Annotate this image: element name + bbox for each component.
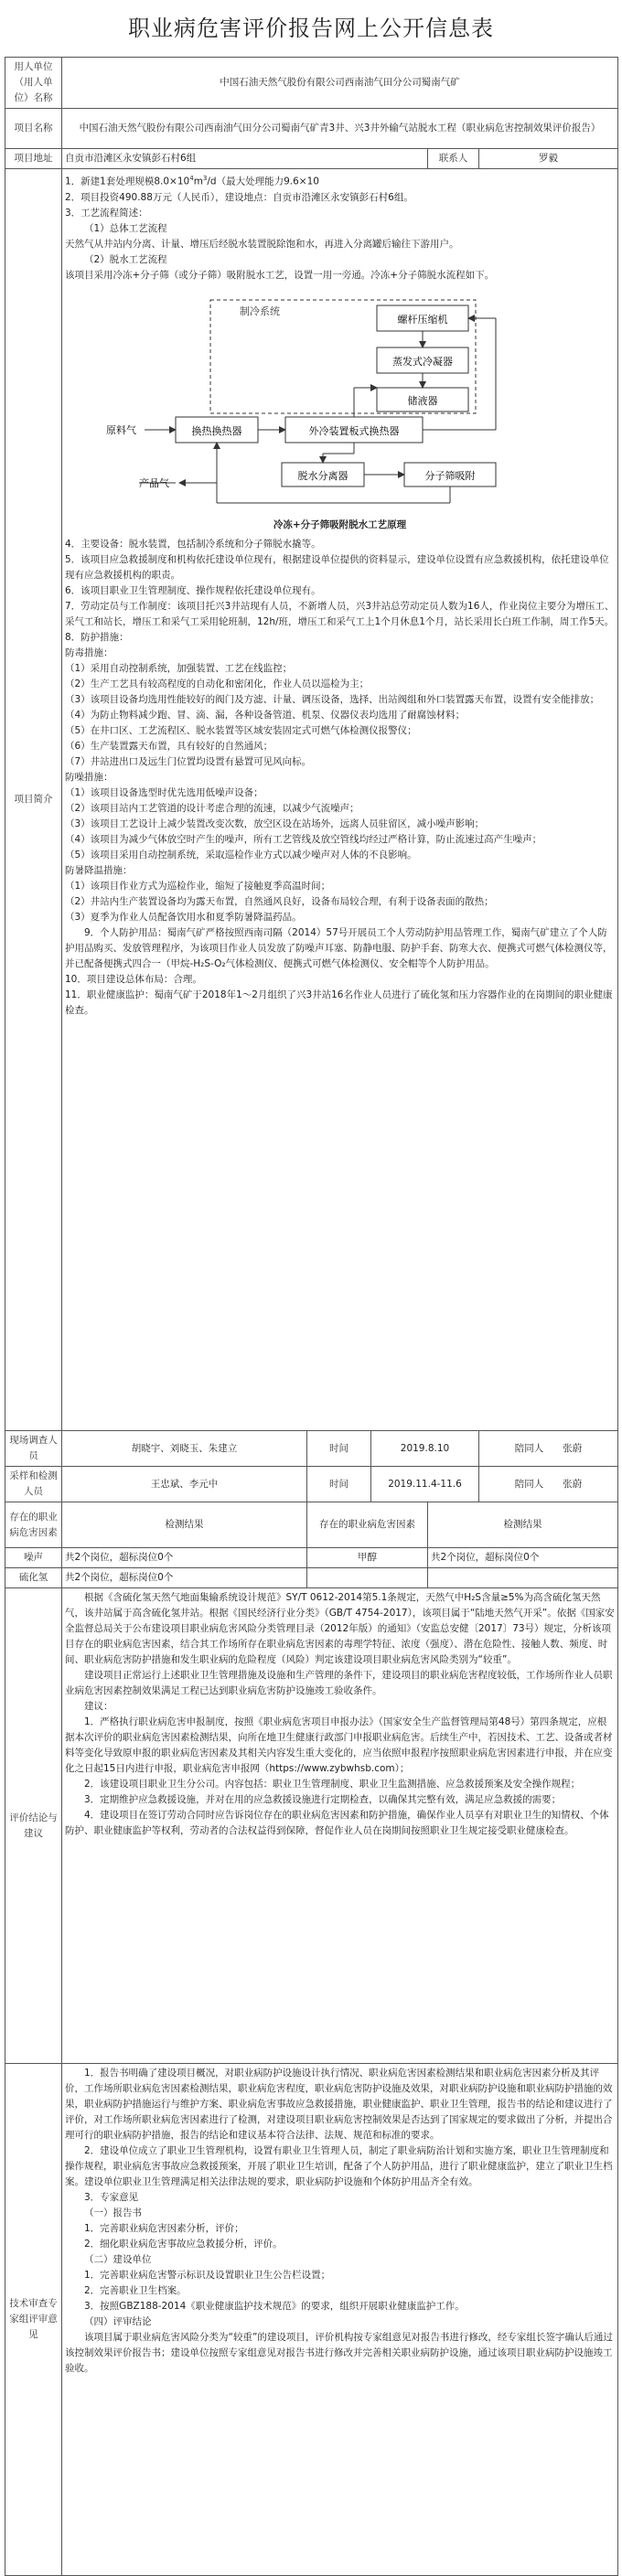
flow-label-evaporator: 蒸发式冷凝器 <box>391 355 453 368</box>
intro-item-3: 3．工艺流程简述： <box>65 207 148 219</box>
intro-item-3d: 该项目采用冷冻+分子筛（或分子筛）吸附脱水工艺，设置一用一旁通。冷冻+分子筛脱水流程如下。 <box>65 269 495 281</box>
intro-item-6: 6．该项目职业卫生管理制度、操作规程依托建设单位现有。 <box>65 584 321 596</box>
sampling-escort-label: 陪同人 <box>514 1478 544 1490</box>
survey-team-label: 现场调查人员 <box>5 1431 62 1467</box>
project-address-label: 项目地址 <box>5 149 62 169</box>
conclusion-para-2: 建设项目正常运行上述职业卫生管理措施及设施和生产管理的条件下，建设项目的职业病危害程度较低，工作场所作业人员职业病危害因素控制效果满足工程已达到职业病危害防护设施竣工验收条件。 <box>65 1670 613 1696</box>
expert-para-3a: （一）报告书 <box>84 2207 142 2218</box>
intro-item-8q: （2）井站内生产装置设备均为露天布置，自然通风良好，设备布局较合理，有利于设备表面的散热； <box>65 895 494 907</box>
expert-para-1: 1．报告书明确了建设项目概况，对职业病防护设施设计执行情况、职业病危害因素检测结果和职业病危害因素分析及其评价，工作场所职业病危害因素检测结果，职业病危害程度，职业病危害防护设施及效果，对职业病防护设施和职业病防护措施的效果，职业病防护措施运行与维护方案、职业病危害事故应急救援措施，职业健康监护、职业卫生管理，报告书的结论和建议进行了评价，对工作场所职业病危害因素进行了检测，对建设项目职业病危害控制效果是否达到了国家规定的要求做出了分析，并提出合理可行的职业病防护措施，报告的结论和建议基本符合法律、法规、规范和标准的要求。 <box>65 2068 613 2141</box>
conclusion-para-5: 2．该建设项目职业卫生分公司。内容包括：职业卫生管理制度、职业卫生监测措施、应急救援预案及安全操作规程； <box>84 1779 581 1790</box>
intro-item-8l: （3）该项目工艺设计上减少装置改变次数，放空区设在站场外，远离人员驻留区，减小噪声影响； <box>65 818 485 829</box>
conclusion-para-3: 建议： <box>84 1701 113 1712</box>
flow-label-heat-exchanger: 换热换热器 <box>191 424 241 437</box>
conclusion-para-4: 1．严格执行职业病危害申报制度，按照《职业病危害项目申报办法》（国家安全生产监督管理局第48号）第四条规定，应根据本次评价的职业病危害因素检测结果，向所在地卫生健康行政部门申报职业病危害。后续生产中，若因技术、工艺、设备或者材料等变化导致原申报的职业病危害因素及其相关内容发生重大变化的，应当依照申报程序按照职业病危害因素进行申报，并在应变化之日起15日内进行申报，职业病危害申报网（https://www.zybwhsb.com）； <box>65 1716 613 1774</box>
expert-para-3e: 1．完善职业病危害警示标识及设置职业卫生公告栏设置； <box>84 2270 331 2281</box>
intro-item-8m: （4）该项目为减少气体放空时产生的噪声，所有工艺管线及放空管线均经过严格计算，防止流速过高产生噪声； <box>65 833 542 845</box>
project-name-label: 项目名称 <box>5 109 62 149</box>
conclusion-para-7: 4．建设项目在签订劳动合同时应告诉岗位存在的职业病危害因素和防护措施，确保作业人员享有对职业卫生的知情权、个体防护、职业健康监护等权利，劳动者的合法权益得到保障，督促作业人员在岗期间按照职业卫生规定接受职业健康检查。 <box>65 1810 609 1836</box>
sampling-escort <box>479 1467 618 1502</box>
expert-para-3g: 3．按照GBZ188-2014《职业健康监护技术规范》的要求，组织开展职业健康监护工作。 <box>84 2301 465 2312</box>
survey-date-label: 时间 <box>307 1431 371 1467</box>
flow-label-raw-gas: 原料气 <box>105 423 136 436</box>
conclusion-para-1: 根据《含硫化氢天然气地面集输系统设计规范》SY/T 0612-2014第5.1条规定，天然气中H₂S含量≥5%为高含硫化氢天然气，该井站属于高含硫化氢井站。根据《国民经济行业分类》（GB/T 4754-2017），该项目属于“陆地天然气开采”。依据《国家安全监督总局关于公布建设项目职业病危害风险分类管理目录（2012年版）的通知》（安监总安健〔2017〕73号）规定，分析该项目存在的职业病危害因素，结合其工作场所存在职业病危害因素的毒理学特征、浓度（强度）、潜在危险性、接触人数、频度、时间、职业病危害防护措施和发生职业病的危险程度（风险）判定该建设项目职业病危害风险类别为“较重”。 <box>65 1592 615 1665</box>
intro-item-8: 8．防护措施： <box>65 631 129 643</box>
hazard-right-result <box>428 1568 618 1588</box>
intro-item-8a: 防毒措施： <box>65 647 113 658</box>
expert-para-3b: 1．完善职业病危害因素分析，评价； <box>84 2223 244 2234</box>
expert-body <box>62 2064 618 2576</box>
hazard-header-left-factor: 存在的职业病危害因素 <box>5 1502 62 1548</box>
intro-item-8e: （4）为防止物料减少跑、冒、滴、漏，各种设备管道、机泵、仪器仪表均选用了耐腐蚀材料； <box>65 709 466 721</box>
intro-item-3a: （1）总体工艺流程 <box>84 222 167 234</box>
flow-label-sep: 脱水分离器 <box>297 469 348 482</box>
flow-caption: 冷冻+分子筛吸附脱水工艺原理 <box>273 518 407 530</box>
expert-para-3d: （二）建设单位 <box>84 2254 152 2265</box>
survey-escort-label: 陪同人 <box>514 1442 544 1454</box>
employer-label: 用人单位（用人单位）名称 <box>5 58 62 109</box>
survey-team: 胡晓宇、刘晓玉、朱建立 <box>62 1431 307 1467</box>
intro-item-10: 10．项目建设总体布局：合理。 <box>65 973 202 985</box>
project-intro <box>62 169 618 1431</box>
process-flow-diagram <box>102 287 578 516</box>
sampling-date-label: 时间 <box>307 1467 371 1502</box>
intro-item-7: 7．劳动定员与工作制度：该项目托兴3井站现有人员，不新增人员，兴3井站总劳动定员人数为16人，作业岗位主要分为增压工、采气工和站长，增压工和采气工采用轮班制，12h/班，增压工和采气工上1个月休息1个月，站长采用长白班工作制，周工作5天。 <box>65 600 615 627</box>
conclusion-label: 评价结论与建议 <box>5 1588 62 2064</box>
hazard-header-right-result: 检测结果 <box>428 1502 618 1548</box>
conclusion-para-6: 3．定期维护应急救援设施，并对在用的应急救援设施进行定期检查，以确保其完整有效，满足应急救援的需要； <box>84 1794 562 1805</box>
hazard-right-factor <box>307 1568 428 1588</box>
intro-item-8k: （2）该项目站内工艺管道的设计考虑合理的流速，以减少气流噪声； <box>65 802 359 814</box>
expert-label: 技术审查专家组评审意见 <box>5 2064 62 2576</box>
intro-item-8d: （3）该项目设备均选用性能较好的阀门及方滤、计量、调压设备，选择、出站阀组和外口装置露天布置，设置有安全能排放； <box>65 693 600 705</box>
flow-label-control: 制冷系统 <box>239 305 280 317</box>
hazard-right-result: 共2个岗位，超标岗位0个 <box>428 1548 618 1568</box>
expert-para-3f: 2．完善职业卫生档案。 <box>84 2285 187 2296</box>
expert-para-3h: （四）评审结论 <box>84 2316 152 2327</box>
intro-item-11: 11．职业健康监护：蜀南气矿于2018年1～2月组织了兴3井站16名作业人员进行了硫化氢和压力容器作业的在岗期间的职业健康检查。 <box>65 989 613 1016</box>
flow-label-compressor: 螺杆压缩机 <box>397 313 447 326</box>
info-table <box>5 57 618 2576</box>
contact-name: 罗毅 <box>479 149 618 169</box>
survey-date: 2019.8.10 <box>371 1431 479 1467</box>
project-address: 自贡市沿滩区永安镇彭石村6组 <box>62 149 428 169</box>
sampling-date: 2019.11.4-11.6 <box>371 1467 479 1502</box>
intro-item-8n: （5）该项目采用自动控制系统，采取巡检作业方式以减少噪声对人体的不良影响。 <box>65 849 417 860</box>
intro-item-8c: （2）生产工艺具有较高程度的自动化和密闭化，作业人员以巡检为主； <box>65 678 370 689</box>
contact-label: 联系人 <box>428 149 479 169</box>
project-intro-label: 项目简介 <box>5 169 62 1431</box>
intro-item-8f: （5）在井口区、工艺流程区、脱水装置等区域安装固定式可燃气体检测仪报警仪； <box>65 724 417 736</box>
expert-para-2: 2．建设单位成立了职业卫生管理机构，设置有职业卫生管理人员，制定了职业病防治计划和实施方案，职业卫生管理制度和操作规程，职业病危害事故应急救援预案，开展了职业卫生培训，配备了个人防护用品，进行了职业健康监护，建立了职业卫生档案。建设单位职业卫生管理满足相关法律法规的要求，职业病防护设施和个体防护用品齐全有效。 <box>65 2145 613 2187</box>
intro-item-1: 1．新建1套处理规模$8.0\times 10^4m^3/d$（最大处理能力9.6×10 <box>65 175 319 187</box>
intro-item-2: 2．项目投资490.88万元（人民币），建设地点：自贡市沿滩区永安镇彭石村6组。 <box>65 191 413 203</box>
intro-item-5: 5．该项目应急救援制度和机构依托建设单位现有，根据建设单位提供的资料显示，建设单位设置有应急救援机构，依托建设单位现有应急救援机构的职责。 <box>65 553 609 581</box>
sampling-team: 王忠斌、李元中 <box>62 1467 307 1502</box>
intro-item-4: 4．主要设备：脱水装置，包括制冷系统和分子筛脱水撬等。 <box>65 538 321 550</box>
hazard-header-left-result: 检测结果 <box>62 1502 307 1548</box>
conclusion-body <box>62 1588 618 2064</box>
survey-escort-name: 张蔚 <box>563 1442 583 1454</box>
flow-label-separator-exchanger: 外冷装置板式换热器 <box>308 424 399 437</box>
hazard-factor: 硫化氢 <box>5 1568 62 1588</box>
sampling-escort-name: 张蔚 <box>563 1478 583 1490</box>
hazard-factor: 噪声 <box>5 1548 62 1568</box>
project-name: 中国石油天然气股份有限公司西南油气田分公司蜀南气矿青3井、兴3井外输气站脱水工程（职业病危害控制效果评价报告） <box>62 109 618 149</box>
expert-para-3i: 该项目属于职业病危害风险分类为“较重”的建设项目，评价机构按专家组意见对报告书进行修改，经专家组长签字确认后通过该控制效果评价报告书；建设单位按照专家组意见对报告书进行修改并完善相关职业病防护设施，通过该项目职业病防护设施竣工验收。 <box>65 2332 613 2374</box>
intro-item-8i: 防噪措施： <box>65 771 113 783</box>
employer-name: 中国石油天然气股份有限公司西南油气田分公司蜀南气矿 <box>62 58 618 109</box>
intro-item-3c: （2）脱水工艺流程 <box>84 253 167 265</box>
intro-item-8o: 防暑降温措施： <box>65 864 133 876</box>
table-row <box>5 1548 618 1568</box>
intro-item-8g: （6）生产装置露天布置，具有较好的自然通风； <box>65 740 273 752</box>
flow-label-tank: 储液器 <box>407 394 437 407</box>
expert-para-3c: 2．细化职业病危害事故应急救援分析，评价。 <box>84 2239 283 2250</box>
intro-item-3b: 天然气从井站内分离、计量、增压后经脱水装置脱除饱和水，再进入分离罐后输往下游用户。 <box>65 238 459 250</box>
intro-item-8b: （1）采用自动控制系统，加强装置、工艺在线监控； <box>65 662 293 674</box>
hazard-right-factor: 甲醇 <box>307 1548 428 1568</box>
hazard-header-right-factor: 存在的职业病危害因素 <box>307 1502 428 1548</box>
page-title: 职业病危害评价报告网上公开信息表 <box>128 16 494 41</box>
intro-item-8p: （1）该项目作业方式为巡检作业，缩短了接触夏季高温时间； <box>65 880 331 892</box>
hazard-result: 共2个岗位，超标岗位0个 <box>62 1568 307 1588</box>
expert-para-3: 3．专家意见 <box>84 2192 139 2203</box>
flow-label-sieve: 分子筛吸附 <box>424 469 475 482</box>
intro-item-8j: （1）该项目设备选型时优先选用低噪声设备； <box>65 786 263 798</box>
hazard-result: 共2个岗位，超标岗位0个 <box>62 1548 307 1568</box>
intro-item-8h: （7）井站进出口及远生门位置均设置有悬置可见风向标。 <box>65 755 312 767</box>
intro-item-9: 9．个人防护用品：蜀南气矿严格按照西南司隔（2014）57号开展员工个人劳动防护用品管理工作，蜀南气矿建立了个人防护用品购买、发放管理程序，为该项目作业人员发放了防噪声耳塞、防静电服、防护手套、防寒大衣、便携式可燃气体检测仪等，并已配备便携式四合一（甲烷-H₂S-O₂气体检测仪、便携式可燃气体检测仪、安全帽等个人防护用品。 <box>65 926 613 969</box>
sampling-team-label: 采样和检测人员 <box>5 1467 62 1502</box>
intro-item-8r: （3）夏季为作业人员配备饮用水和夏季防暑降温药品。 <box>65 911 302 923</box>
flow-label-product-gas: 产品气 <box>138 476 169 489</box>
survey-escort <box>479 1431 618 1467</box>
table-row <box>5 1568 618 1588</box>
